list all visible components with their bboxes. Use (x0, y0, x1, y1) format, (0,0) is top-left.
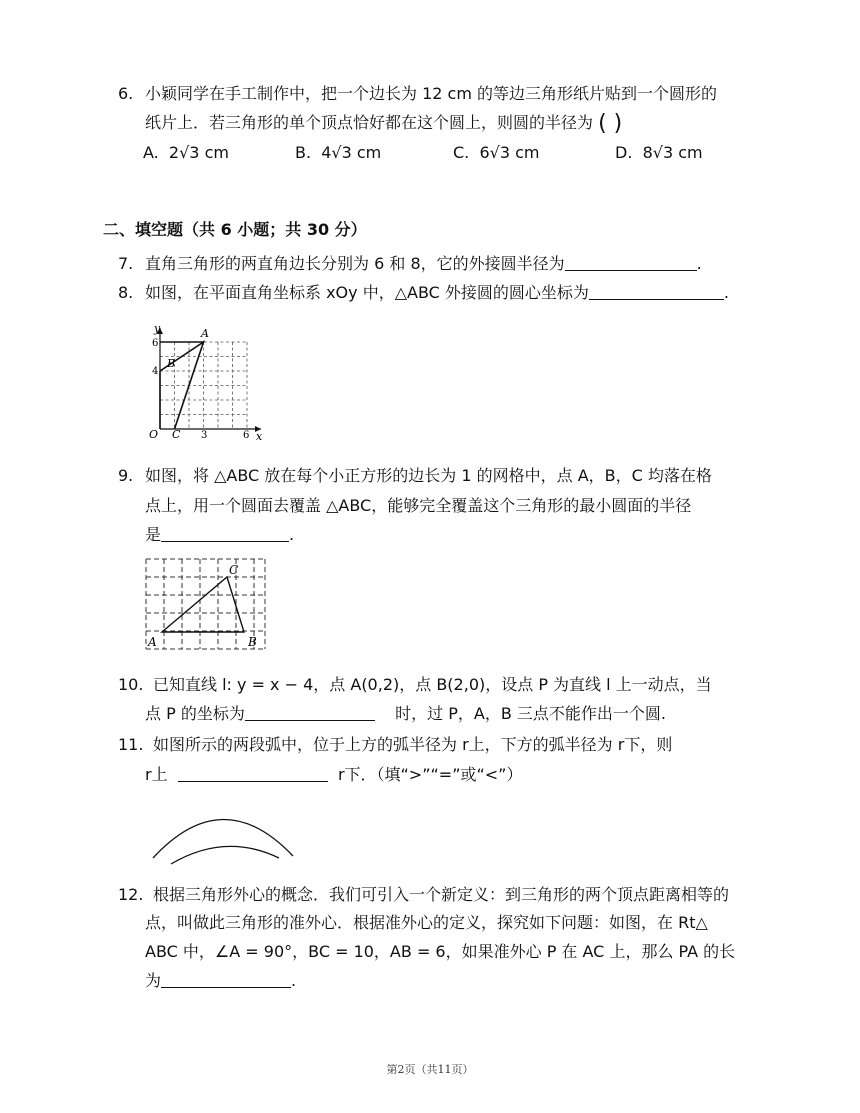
q6-option-d (615, 143, 703, 163)
q8-point-c-label: C (172, 428, 181, 441)
q6-option-d-label: D. (615, 143, 633, 162)
q9-number: 9. (118, 466, 134, 485)
q6-option-b-text: 4√3 cm (321, 143, 382, 162)
q11-upper-arc (153, 819, 293, 858)
q10-number: 10. (118, 675, 144, 694)
q6-number: 6. (118, 84, 134, 103)
q8-y-tick-6: 6 (152, 338, 159, 349)
q10-line2b: 时，过 P，A，B 三点不能作出一个圆. (395, 704, 667, 723)
q8-point-a-label: A (201, 327, 209, 340)
q8-coordinate-figure (145, 322, 270, 447)
q6-answer-bracket: ( ) (598, 111, 623, 136)
q6-option-c-label: C. (453, 143, 470, 162)
q12-end: . (291, 971, 297, 990)
q10-line2a: 点 P 的坐标为 (145, 704, 245, 723)
q12-line1: 根据三角形外心的概念．我们可引入一个新定义：到三角形的两个顶点距离相等的 (153, 885, 730, 904)
q12-line2: 点，叫做此三角形的准外心．根据准外心的定义，探究如下问题：如图，在 Rt△ (145, 913, 708, 932)
q7-end: . (696, 254, 702, 273)
q6-line1: 小颖同学在手工制作中，把一个边长为 12 cm 的等边三角形纸片贴到一个圆形的 (145, 84, 718, 103)
q12-answer-blank[interactable] (161, 971, 291, 988)
q6-option-a-label: A. (143, 143, 159, 162)
q11-line2a: r上 (145, 765, 168, 784)
q8-x-tick-6: 6 (243, 430, 250, 441)
q7-text: 直角三角形的两直角边长分别为 6 和 8，它的外接圆半径为 (145, 254, 565, 273)
q9-line3 (145, 525, 294, 545)
q11-line2b: r下．（填“>”“=”或“<”） (337, 765, 523, 784)
q10-line1: 已知直线 l: y = x − 4，点 A(0,2)，点 B(2,0)，设点 P 为直线 l 上一动点，当 (153, 675, 712, 694)
q8-grid (160, 342, 247, 429)
q12-line4-text: 为 (145, 971, 162, 990)
q9-triangle (162, 577, 244, 632)
q6-option-a (143, 143, 229, 163)
q9-line3-text: 是 (145, 525, 162, 544)
q8-line (145, 283, 729, 303)
q9-line1: 如图，将 △ABC 放在每个小正方形的边长为 1 的网格中，点 A，B，C 均落在格 (145, 466, 712, 485)
q6-line2 (145, 111, 623, 136)
q8-axes (160, 328, 261, 429)
q11-number: 11. (118, 735, 144, 754)
q12-line3: ABC 中，∠A = 90°，BC = 10，AB = 6，如果准外心 P 在 AC 上，那么 PA 的长 (145, 942, 736, 961)
q9-point-a-label: A (148, 635, 157, 649)
q7-answer-blank[interactable] (565, 254, 697, 271)
q7-line (145, 254, 702, 274)
q6-option-b (295, 143, 381, 163)
q7-number: 7. (118, 254, 134, 273)
q9-grid-figure (140, 553, 270, 653)
q6-option-d-text: 8√3 cm (642, 143, 703, 162)
q6-option-a-text: 2√3 cm (168, 143, 229, 162)
page-footer: 第2页（共11页） (386, 1063, 474, 1076)
section-title: 二、填空题（共 6 小题；共 30 分） (103, 220, 367, 239)
q10-line2 (145, 704, 666, 724)
q8-answer-blank[interactable] (589, 283, 724, 300)
q8-point-b-label: B (167, 357, 176, 370)
q8-y-label: y (154, 322, 161, 335)
q12-number: 12. (118, 885, 144, 904)
q6-option-c (453, 143, 539, 163)
q10-answer-blank[interactable] (245, 704, 375, 721)
q11-line2 (145, 765, 522, 785)
q8-x-label: x (256, 430, 263, 443)
q8-y-tick-4: 4 (152, 366, 159, 377)
q9-point-b-label: B (248, 635, 257, 649)
q8-text: 如图，在平面直角坐标系 xOy 中，△ABC 外接圆的圆心坐标为 (145, 283, 589, 302)
q6-option-b-label: B. (295, 143, 312, 162)
q9-point-c-label: C (229, 563, 239, 577)
q12-line4 (145, 971, 296, 991)
q9-line2: 点上，用一个圆面去覆盖 △ABC，能够完全覆盖这个三角形的最小圆面的半径 (145, 496, 692, 515)
q8-number: 8. (118, 283, 134, 302)
q11-line1: 如图所示的两段弧中，位于上方的弧半径为 r上，下方的弧半径为 r下，则 (153, 735, 673, 754)
q11-answer-blank[interactable] (178, 765, 328, 782)
q11-lower-arc (171, 846, 279, 864)
q8-origin-label: O (149, 428, 159, 441)
q6-option-c-text: 6√3 cm (479, 143, 540, 162)
q9-end: . (289, 525, 295, 544)
q6-line2-text: 纸片上．若三角形的单个顶点恰好都在这个圆上，则圆的半径为 (145, 113, 594, 132)
q11-arcs-figure (145, 810, 305, 870)
q9-answer-blank[interactable] (161, 525, 289, 542)
q8-x-tick-3: 3 (201, 430, 208, 441)
q8-end: . (723, 283, 730, 302)
